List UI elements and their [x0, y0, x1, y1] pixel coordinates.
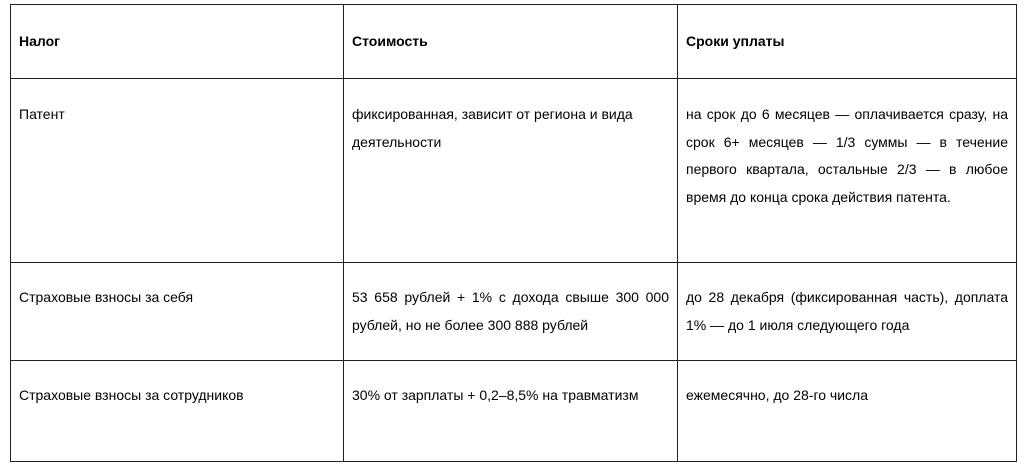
header-deadline: [678, 5, 1017, 79]
header-cost: [344, 5, 678, 79]
cell-deadline: [678, 263, 1017, 361]
cell-tax: [11, 361, 344, 462]
cell-tax: [11, 79, 344, 263]
table-row: [11, 361, 1017, 462]
cell-deadline: [678, 79, 1017, 263]
cell-cost-text: 53 658 рублей + 1% с дохода свыше 300 000 рублей, но не более 300 888 рублей: [352, 289, 669, 333]
table-row: [11, 79, 1017, 263]
cell-cost: [344, 79, 678, 263]
cell-cost: [344, 263, 678, 361]
table-row: [11, 263, 1017, 361]
header-cost-label: Стоимость: [352, 33, 428, 49]
header-tax: [11, 5, 344, 79]
cell-deadline-text: ежемесячно, до 28-го числа: [686, 387, 868, 403]
cell-deadline-text: на срок до 6 месяцев — оплачивается сразу, на срок 6+ месяцев — 1/3 суммы — в течение первого квартала, остальные 2/3 — в любое время до конца срока действия патента.: [686, 106, 1008, 205]
header-deadline-label: Сроки уплаты: [686, 33, 785, 49]
cell-cost: [344, 361, 678, 462]
cell-cost-text: 30% от зарплаты + 0,2–8,5% на травматизм: [352, 387, 639, 403]
cell-deadline-text: до 28 декабря (фиксированная часть), доплата 1% — до 1 июля следующего года: [686, 289, 1008, 333]
table-header-row: [11, 5, 1017, 79]
cell-deadline: [678, 361, 1017, 462]
cell-tax-text: Страховые взносы за сотрудников: [19, 387, 244, 403]
tax-table: [10, 4, 1017, 462]
cell-tax-text: Страховые взносы за себя: [19, 289, 194, 305]
cell-cost-text: фиксированная, зависит от региона и вида деятельности: [352, 106, 633, 150]
header-tax-label: Налог: [19, 33, 60, 49]
cell-tax-text: Патент: [19, 106, 65, 122]
cell-tax: [11, 263, 344, 361]
